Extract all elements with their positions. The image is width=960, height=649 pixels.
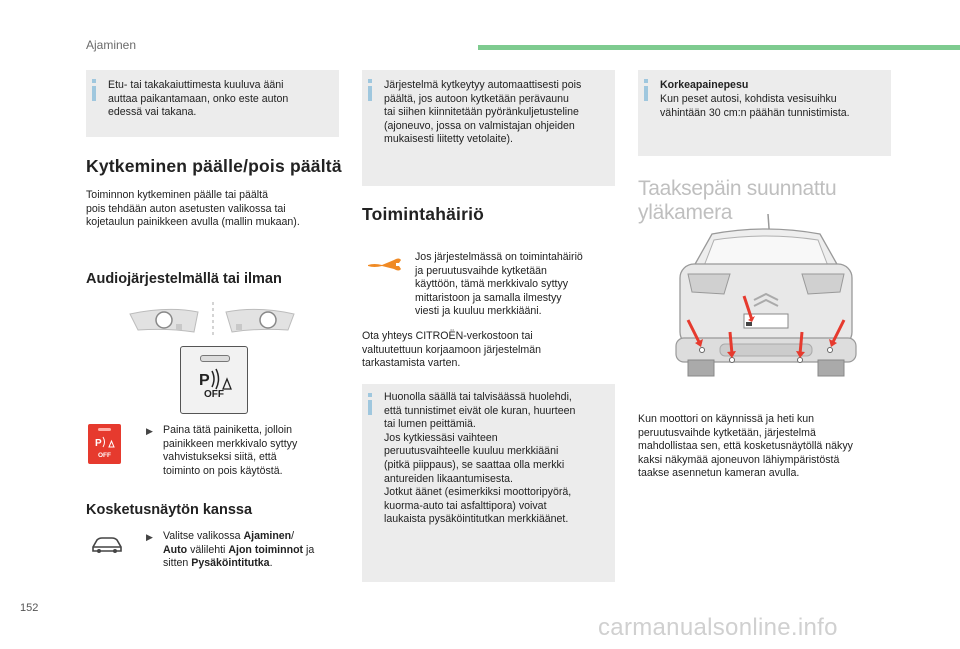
note-box-weather (362, 384, 615, 582)
heading-touchscreen: Kosketusnäytön kanssa (86, 502, 253, 518)
svg-text:P: P (95, 438, 102, 449)
malfunction-text: Jos järjestelmässä on toimintahäiriö ja peruutusvaihde kytketään käyttöön, tämä merkkivalo syttyy mittaristoon ja samalla ilmestyy viesti ja kuuluu merkkiääni. (415, 251, 583, 318)
off-label: OFF (204, 389, 224, 400)
section-title: Ajaminen (86, 38, 137, 52)
info-icon (644, 86, 648, 101)
heading-rear-camera: Taaksepäin suunnattu yläkamera (638, 177, 837, 224)
contact-network-text: Ota yhteys CITROËN-verkostoon tai valtuutettuun korjaamoon järjestelmän tarkastamista varten. (362, 330, 542, 370)
watermark: carmanualsonline.info (598, 614, 838, 641)
info-icon (92, 86, 96, 101)
press-button-text: Paina tätä painiketta, jolloin painikkeen merkkivalo syttyy vahvistukseksi siitä, että toiminto on pois käytöstä. (163, 424, 298, 477)
bullet-marker: ▶ (146, 426, 153, 436)
camera-text: Kun moottori on käynnissä ja heti kun peruutusvaihde kytketään, järjestelmä mahdollistaa sen, että kosketusnäytöllä näkyy kaksi näkymää ajoneuvon lähiympäristöstä taakse asennetun kameran avulla. (638, 413, 853, 480)
parking-sensor-icon (198, 367, 232, 391)
heading-on-off: Kytkeminen päälle/pois päältä (86, 156, 342, 176)
dashboard-location-illustration (128, 300, 298, 340)
off-indicator-icon (88, 424, 121, 464)
touchscreen-instruction: Valitse valikossa Ajaminen/ Auto välilehti Ajon toiminnot ja sitten Pysäköintitutka. (163, 530, 315, 570)
note-box-pressure-wash (638, 70, 891, 156)
info-icon (368, 86, 372, 101)
button-indicator-light (200, 355, 230, 362)
intro-text: Toiminnon kytkeminen päälle tai päältä pois tehdään auton asetusten valikossa tai kojetaulun painikkeen avulla (mallin mukaan). (86, 189, 300, 229)
page-number: 152 (20, 602, 39, 614)
info-icon (368, 400, 372, 415)
note-speaker-text: Etu- tai takakaiuttimesta kuuluva ääni auttaa paikantamaan, onko este auton edessä vai takana. (108, 79, 289, 119)
car-menu-icon (90, 535, 124, 555)
wrench-warning-icon (366, 254, 402, 274)
indicator-light-bar (98, 428, 111, 431)
section-accent-bar (478, 45, 960, 50)
car-rear-sensors-illustration (666, 210, 866, 380)
note-box-speaker (86, 70, 339, 137)
off-indicator-label: OFF (98, 452, 111, 459)
note-box-trailer (362, 70, 615, 186)
parking-sensor-off-button (180, 346, 248, 414)
note-trailer-text: Järjestelmä kytkeytyy automaattisesti pois päältä, jos autoon kytketään perävaunu tai siihen kiinnitetään pyöränkuljetusteline (ajoneuvo, jossa on valmistajan ohjeiden mukaisesti liitetty vetolaite). (384, 79, 582, 146)
weather-note-text: Huonolla säällä tai talvisäässä huolehdi, että tunnistimet eivät ole kuran, huurteen tai lumen peittämiä. Jos kytkiessäsi vaihteen peruutusvaihteelle kuuluu merkkiääni (pitkä piippaus), se saattaa olla merkki antureiden likaantumisesta. Jotkut äänet (esimerkiksi moottoripyörä, kuorma-auto tai asfalttipora) voivat laukaista pysäköintitutkan merkkiäänet. (384, 391, 576, 526)
pressure-wash-title: Korkeapainepesu (660, 79, 749, 91)
heading-malfunction: Toimintahäiriö (362, 204, 485, 224)
bullet-marker: ▶ (146, 532, 153, 542)
svg-text:P: P (199, 372, 210, 389)
parking-sensor-icon-small (95, 435, 115, 449)
pressure-wash-text: Kun peset autosi, kohdista vesisuihku vähintään 30 cm:n päähän tunnistimista. (660, 93, 850, 119)
heading-audio: Audiojärjestelmällä tai ilman (86, 271, 282, 287)
